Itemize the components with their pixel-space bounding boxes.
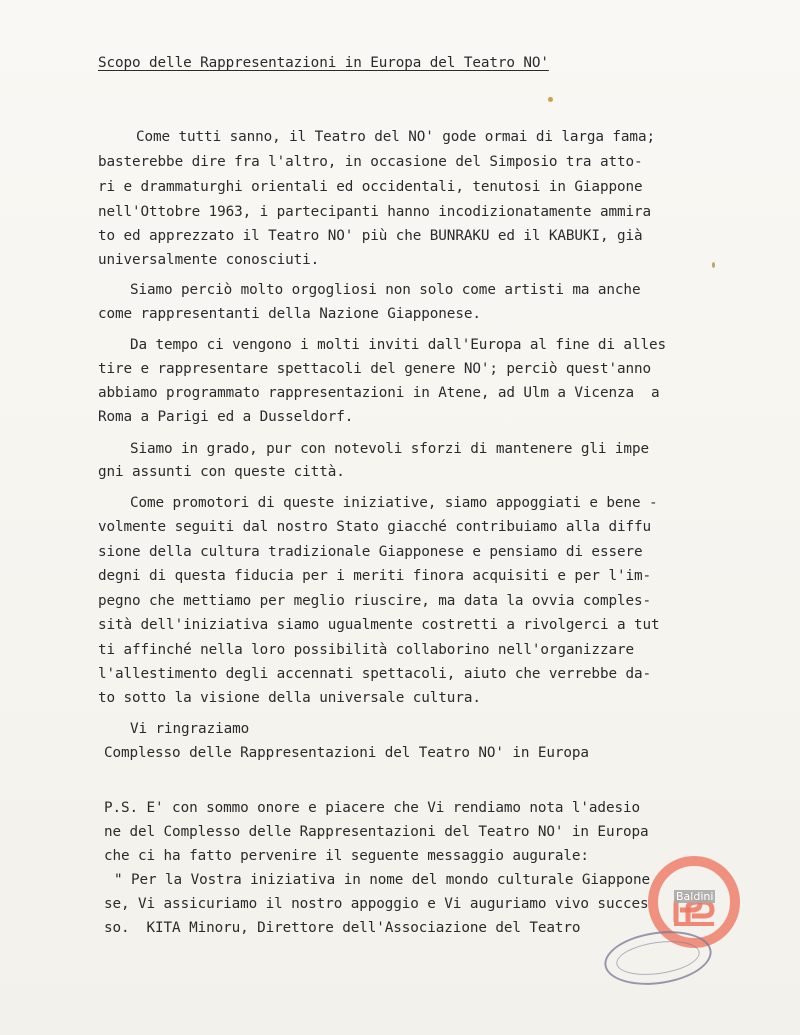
paragraph-line: degni di questa fiducia per i meriti finora acquisiti e per l'im- <box>98 568 651 584</box>
paragraph-line: Siamo in grado, pur con notevoli sforzi di mantenere gli impe <box>130 441 649 457</box>
paragraph-line: sità dell'iniziativa siamo ugualmente costretti a rivolgerci a tut <box>98 617 660 633</box>
postscript-line: so. KITA Minoru, Direttore dell'Associazione del Teatro <box>104 920 581 936</box>
paragraph-line: to ed apprezzato il Teatro NO' più che BUNRAKU ed il KABUKI, già <box>98 228 643 244</box>
ink-spot <box>548 97 553 102</box>
paragraph-line: abbiamo programmato rappresentazioni in Atene, ad Ulm a Vicenza a <box>98 385 660 401</box>
paragraph-line: nell'Ottobre 1963, i partecipanti hanno incodizionatamente ammira <box>98 204 651 220</box>
paragraph-line: universalmente conosciuti. <box>98 252 320 268</box>
postscript-line: ne del Complesso delle Rappresentazioni del Teatro NO' in Europa <box>104 824 649 840</box>
paragraph-line: Come tutti sanno, il Teatro del NO' gode ormai di larga fama; <box>136 129 655 145</box>
ink-spot <box>712 262 715 268</box>
document-title: Scopo delle Rappresentazioni in Europa del Teatro NO' <box>98 55 549 71</box>
paragraph-line: ti affinché nella loro possibilità collaborino nell'organizzare <box>98 642 634 658</box>
paragraph-line: basterebbe dire fra l'altro, in occasione del Simposio tra atto- <box>98 154 643 170</box>
paragraph-line: Da tempo ci vengono i molti inviti dall'Europa al fine di alles <box>130 337 666 353</box>
paragraph-line: to sotto la visione della universale cultura. <box>98 690 481 706</box>
closing-line: Vi ringraziamo <box>130 721 250 737</box>
paragraph-line: tire e rappresentare spettacoli del genere NO'; perciò quest'anno <box>98 361 651 377</box>
postscript-line: che ci ha fatto pervenire il seguente messaggio augurale: <box>104 848 589 864</box>
postscript-line: " Per la Vostra iniziativa in nome del mondo culturale Giappone <box>114 872 650 888</box>
paragraph-line: gni assunti con queste città. <box>98 464 345 480</box>
postscript-line: P.S. E' con sommo onore e piacere che Vi rendiamo nota l'adesio <box>104 800 640 816</box>
paragraph-line: come rappresentanti della Nazione Giapponese. <box>98 306 481 322</box>
paragraph-line: Siamo perciò molto orgogliosi non solo come artisti ma anche <box>130 282 641 298</box>
paragraph-line: pegno che mettiamo per meglio riuscire, ma data la ovvia comples- <box>98 593 651 609</box>
library-stamp-text: Baldini <box>676 890 714 903</box>
postscript-line: se, Vi assicuriamo il nostro appoggio e Vi auguriamo vivo succes <box>104 896 649 912</box>
paragraph-line: Roma a Parigi ed a Dusseldorf. <box>98 409 354 425</box>
paragraph-line: l'allestimento degli accennati spettacoli, aiuto che verrebbe da- <box>98 666 651 682</box>
library-stamp-logo <box>668 878 720 930</box>
paragraph-line: ri e drammaturghi orientali ed occidentali, tenutosi in Giappone <box>98 179 643 195</box>
paragraph-line: volmente seguiti dal nostro Stato giacché contribuiamo alla diffu <box>98 519 651 535</box>
paragraph-line: sione della cultura tradizionale Giapponese e pensiamo di essere <box>98 544 643 560</box>
closing-line: Complesso delle Rappresentazioni del Teatro NO' in Europa <box>104 745 589 761</box>
paragraph-line: Come promotori di queste iniziative, siamo appoggiati e bene - <box>130 495 658 511</box>
